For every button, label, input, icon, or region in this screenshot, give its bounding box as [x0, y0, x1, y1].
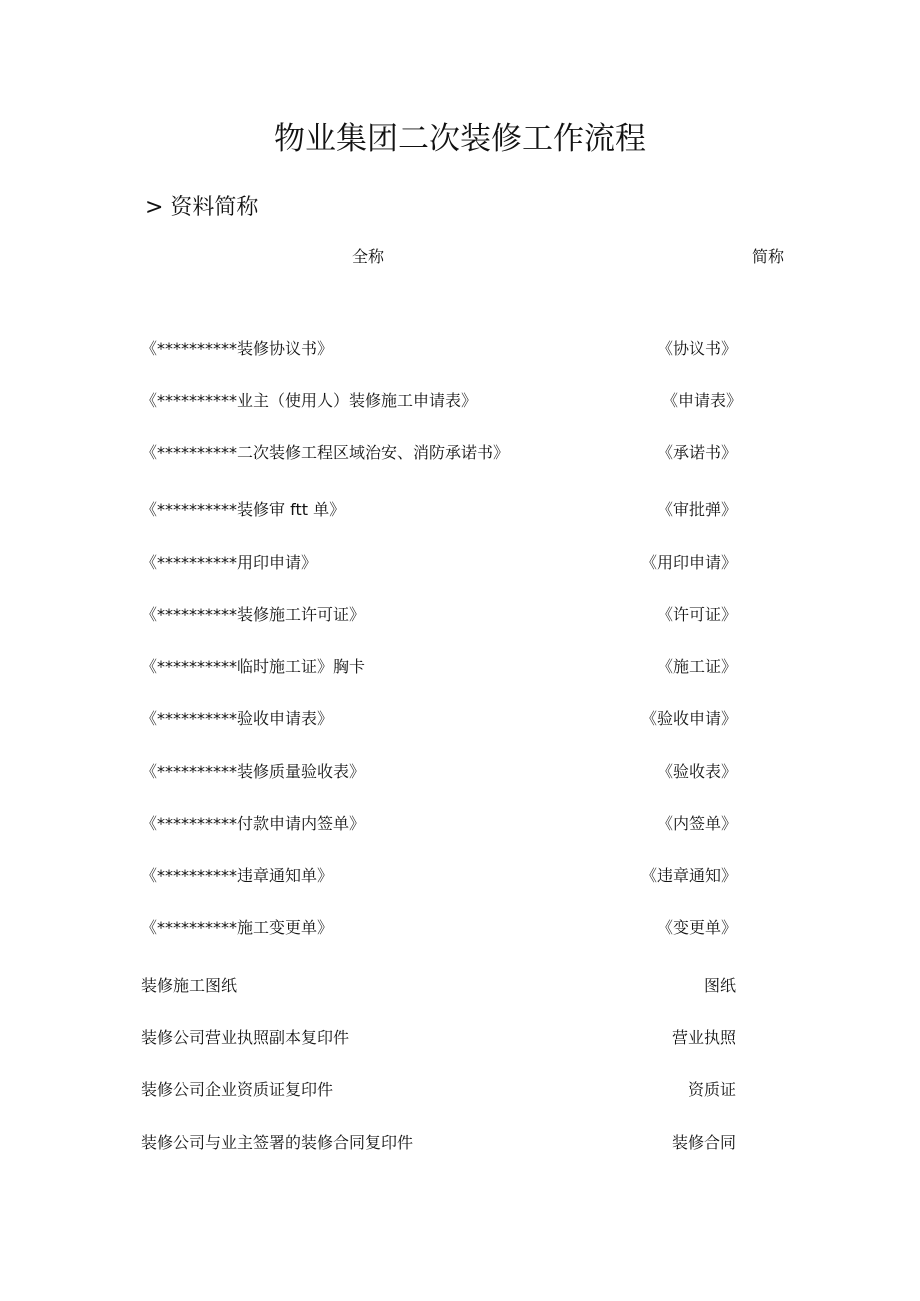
short-name-cell: 《申请表》 — [661, 391, 742, 410]
short-name-cell: 《违章通知》 — [640, 866, 737, 885]
short-name-cell: 《审批弹》 — [656, 500, 737, 519]
short-name-cell: 营业执照 — [671, 1028, 736, 1047]
full-name-cell: 《**********验收申请表》 — [141, 709, 334, 728]
table-row — [0, 759, 920, 785]
table-row — [0, 602, 920, 628]
full-name-cell: 《**********临时施工证》胸卡 — [141, 657, 366, 676]
short-name-cell: 《变更单》 — [656, 918, 737, 937]
table-row — [0, 440, 920, 466]
full-name-cell: 《**********装修协议书》 — [141, 339, 334, 358]
short-name-cell: 图纸 — [703, 976, 736, 995]
full-name-cell: 《**********业主（使用人）装修施工申请表》 — [141, 391, 478, 410]
section-heading: > 资料简称 — [145, 195, 259, 220]
short-name-cell: 《验收申请》 — [640, 709, 737, 728]
full-name-cell: 《**********装修审 ftt 单》 — [141, 500, 346, 519]
short-name-cell: 《协议书》 — [656, 339, 737, 358]
table-row — [0, 1077, 920, 1103]
document-title: 物业集团二次装修工作流程 — [274, 121, 646, 157]
full-name-cell: 装修施工图纸 — [141, 976, 238, 995]
full-name-cell: 装修公司与业主签署的装修合同复印件 — [141, 1133, 414, 1152]
short-name-cell: 《内签单》 — [656, 814, 737, 833]
table-row — [0, 336, 920, 362]
table-row — [0, 915, 920, 941]
full-name-cell: 装修公司营业执照副本复印件 — [141, 1028, 350, 1047]
full-name-cell: 装修公司企业资质证复印件 — [141, 1080, 334, 1099]
table-row — [0, 811, 920, 837]
table-row — [0, 550, 920, 576]
table-row — [0, 1130, 920, 1156]
table-row — [0, 654, 920, 680]
short-name-cell: 装修合同 — [671, 1133, 736, 1152]
full-name-cell: 《**********付款申请内签单》 — [141, 814, 366, 833]
column-header-short-name: 简称 — [752, 247, 785, 266]
table-row — [0, 863, 920, 889]
short-name-cell: 《验收表》 — [656, 762, 737, 781]
short-name-cell: 资质证 — [687, 1080, 736, 1099]
table-row — [0, 706, 920, 732]
short-name-cell: 《许可证》 — [656, 605, 737, 624]
table-row — [0, 388, 920, 414]
short-name-cell: 《用印申请》 — [640, 553, 737, 572]
table-row — [0, 1025, 920, 1051]
full-name-cell: 《**********施工变更单》 — [141, 918, 334, 937]
short-name-cell: 《承诺书》 — [656, 443, 737, 462]
full-name-cell: 《**********用印申请》 — [141, 553, 318, 572]
full-name-cell: 《**********装修质量验收表》 — [141, 762, 366, 781]
full-name-cell: 《**********二次装修工程区域治安、消防承诺书》 — [141, 443, 510, 462]
short-name-cell: 《施工证》 — [656, 657, 737, 676]
table-row — [0, 497, 920, 523]
table-row — [0, 973, 920, 999]
column-header-full-name: 全称 — [352, 247, 385, 266]
full-name-cell: 《**********装修施工许可证》 — [141, 605, 366, 624]
full-name-cell: 《**********违章通知单》 — [141, 866, 334, 885]
